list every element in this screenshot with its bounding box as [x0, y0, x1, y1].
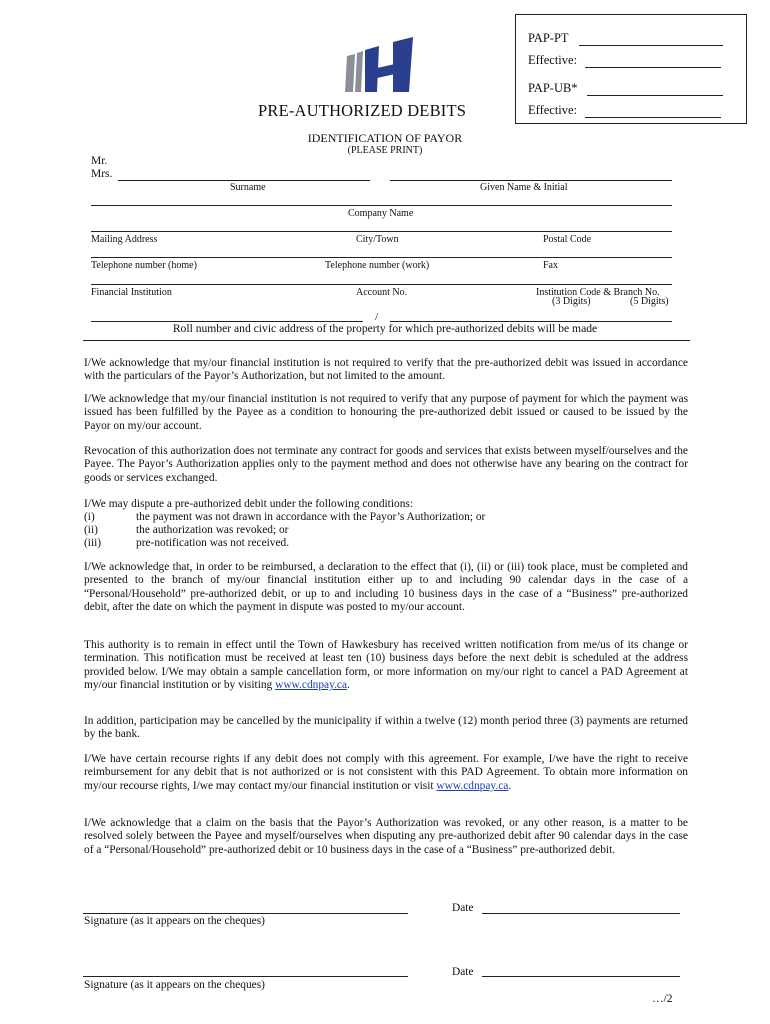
- pap-pt-field[interactable]: [579, 33, 723, 46]
- logo-gray-stripes: [345, 51, 363, 92]
- telephone-home-label: Telephone number (home): [91, 260, 197, 271]
- pap-ub-field[interactable]: [587, 83, 723, 96]
- condition-item: [84, 537, 289, 550]
- surname-label: Surname: [230, 182, 266, 193]
- date-label-2: Date: [452, 966, 474, 978]
- financial-institution-field[interactable]: [91, 284, 672, 285]
- signature-line-1[interactable]: [83, 913, 408, 914]
- given-name-field[interactable]: [390, 180, 672, 181]
- paragraph-cancellation: In addition, participation may be cancelled by the municipality if within a twelve (12) month period three (3) payments are returned by the bank.: [84, 715, 688, 741]
- three-digits-label: (3 Digits): [552, 296, 591, 307]
- condition-text: the payment was not drawn in accordance with the Payor’s Authorization; or: [136, 511, 486, 523]
- condition-number: (iii): [84, 537, 102, 549]
- telephone-field[interactable]: [91, 257, 672, 258]
- paragraph-revocation: Revocation of this authorization does not terminate any contract for goods and services that exists between myself/ourselves and the Payee. The Payor’s Authorization applies only to the payment method and does not otherwise have any bearing on the contract for goods or services exchanged.: [84, 445, 688, 484]
- identification-heading: IDENTIFICATION OF PAYOR: [307, 131, 463, 145]
- paragraph-claim: I/We acknowledge that a claim on the basis that the Payor’s Authorization was revoked, or any other reason, is a matter to be resolved solely between the Payee and myself/ourselves when disputing any pre-authorized debit after 90 calendar days in the case of a “Personal/Household” pre-authorized debit or 10 business days in the case of a “Business” pre-authorized debit.: [84, 817, 688, 856]
- given-name-label: Given Name & Initial: [480, 182, 568, 193]
- condition-text: the authorization was revoked; or: [136, 524, 289, 536]
- effective-label: Effective:: [528, 103, 578, 117]
- five-digits-label: (5 Digits): [630, 296, 669, 307]
- town-logo: [343, 36, 417, 94]
- paragraph-reimbursement: I/We acknowledge that, in order to be reimbursed, a declaration to the effect that (i), (ii) or (iii) took place, must be completed and presented to the branch of my/our financial institution either up to and including 90 calendar days in the case of a “Personal/Household” pre-authorized debit, or up to and including 10 business days in the case of a “Business” pre-authorized debit, after the date on which the payment in dispute was posted to my/our account.: [84, 561, 688, 614]
- date-line-1[interactable]: [482, 913, 680, 914]
- pap-reference-box: [515, 14, 747, 124]
- institution-code-label: Institution Code & Branch No.: [536, 287, 660, 298]
- mailing-address-label: Mailing Address: [91, 234, 158, 245]
- roll-number-slash: /: [375, 311, 379, 323]
- mr-label: Mr.: [91, 155, 108, 167]
- telephone-work-label: Telephone number (work): [325, 260, 430, 271]
- pap-ub-row: [528, 81, 723, 96]
- signature-line-2[interactable]: [83, 976, 408, 977]
- logo-blue-h: [365, 37, 413, 92]
- paragraph-recourse: [84, 753, 688, 793]
- page-marker: …/2: [652, 993, 673, 1005]
- form-title: PRE-AUTHORIZED DEBITS: [258, 101, 467, 120]
- mailing-address-field[interactable]: [91, 231, 672, 232]
- account-no-label: Account No.: [356, 287, 408, 298]
- pap-pt-effective-field[interactable]: [585, 55, 721, 68]
- identification-subheading: (PLEASE PRINT): [347, 145, 423, 156]
- recourse-text: I/We have certain recourse rights if any debit does not comply with this agreement. For example, I/we have the right to receive reimbursement for any debit that is not authorized or is not consistent with this PAD Agreement. To obtain more information on my/our recourse rights, I/we may contact my/our financial institution or visit: [84, 753, 688, 792]
- roll-number-label: Roll number and civic address of the property for which pre-authorized debits will be made: [172, 322, 598, 335]
- date-label-1: Date: [452, 902, 474, 914]
- section-divider: [83, 340, 690, 341]
- surname-field[interactable]: [118, 180, 370, 181]
- condition-text: pre-notification was not received.: [136, 537, 290, 549]
- mrs-label: Mrs.: [91, 168, 113, 180]
- paragraph-authority: [84, 639, 688, 693]
- postal-code-label: Postal Code: [543, 234, 592, 245]
- pap-ub-effective-field[interactable]: [585, 105, 721, 118]
- pap-pt-row: [528, 31, 723, 46]
- financial-institution-label: Financial Institution: [91, 287, 172, 298]
- signature-label-1: Signature (as it appears on the cheques): [84, 915, 265, 927]
- pap-ub-label: PAP-UB*: [528, 81, 578, 95]
- condition-number: (ii): [84, 524, 98, 536]
- recourse-period: .: [508, 779, 512, 792]
- pap-pt-effective-row: [528, 53, 721, 68]
- signature-label-2: Signature (as it appears on the cheques): [84, 979, 265, 991]
- paragraph-purpose: I/We acknowledge that my/our financial institution is not required to verify that any purpose of payment for which the payment was issued has been fulfilled by the Payee as a condition to honouring the pre-authorized debit issued or caused to be issued by the Payor on my/our account.: [84, 393, 688, 432]
- condition-item: [84, 511, 485, 524]
- pap-ub-effective-row: [528, 103, 721, 118]
- company-name-label: Company Name: [348, 208, 414, 219]
- paragraph-verification: I/We acknowledge that my/our financial institution is not required to verify that the pre-authorized debit was issued in accordance with the particulars of the Payor’s Authorization, but not limited to the amount.: [84, 357, 688, 383]
- effective-label: Effective:: [528, 53, 578, 67]
- cdnpay-link[interactable]: www.cdnpay.ca: [275, 679, 348, 692]
- cdnpay-link[interactable]: www.cdnpay.ca: [436, 779, 509, 792]
- condition-number: (i): [84, 511, 95, 523]
- city-town-label: City/Town: [356, 234, 399, 245]
- company-name-field[interactable]: [91, 205, 672, 206]
- dispute-intro: I/We may dispute a pre-authorized debit under the following conditions:: [84, 498, 414, 510]
- authority-period: .: [347, 679, 350, 692]
- pap-pt-label: PAP-PT: [528, 31, 569, 45]
- date-line-2[interactable]: [482, 976, 680, 977]
- authority-text: This authority is to remain in effect until the Town of Hawkesbury has received written notification from me/us of its change or termination. This notification must be received at least ten (10) business days before the next debit is scheduled at the address provided below. I/We may obtain a sample cancellation form, or more information on my/our right to cancel a PAD Agreement at my/our financial institution or by visiting: [84, 639, 688, 692]
- condition-item: [84, 524, 288, 537]
- fax-label: Fax: [543, 260, 558, 271]
